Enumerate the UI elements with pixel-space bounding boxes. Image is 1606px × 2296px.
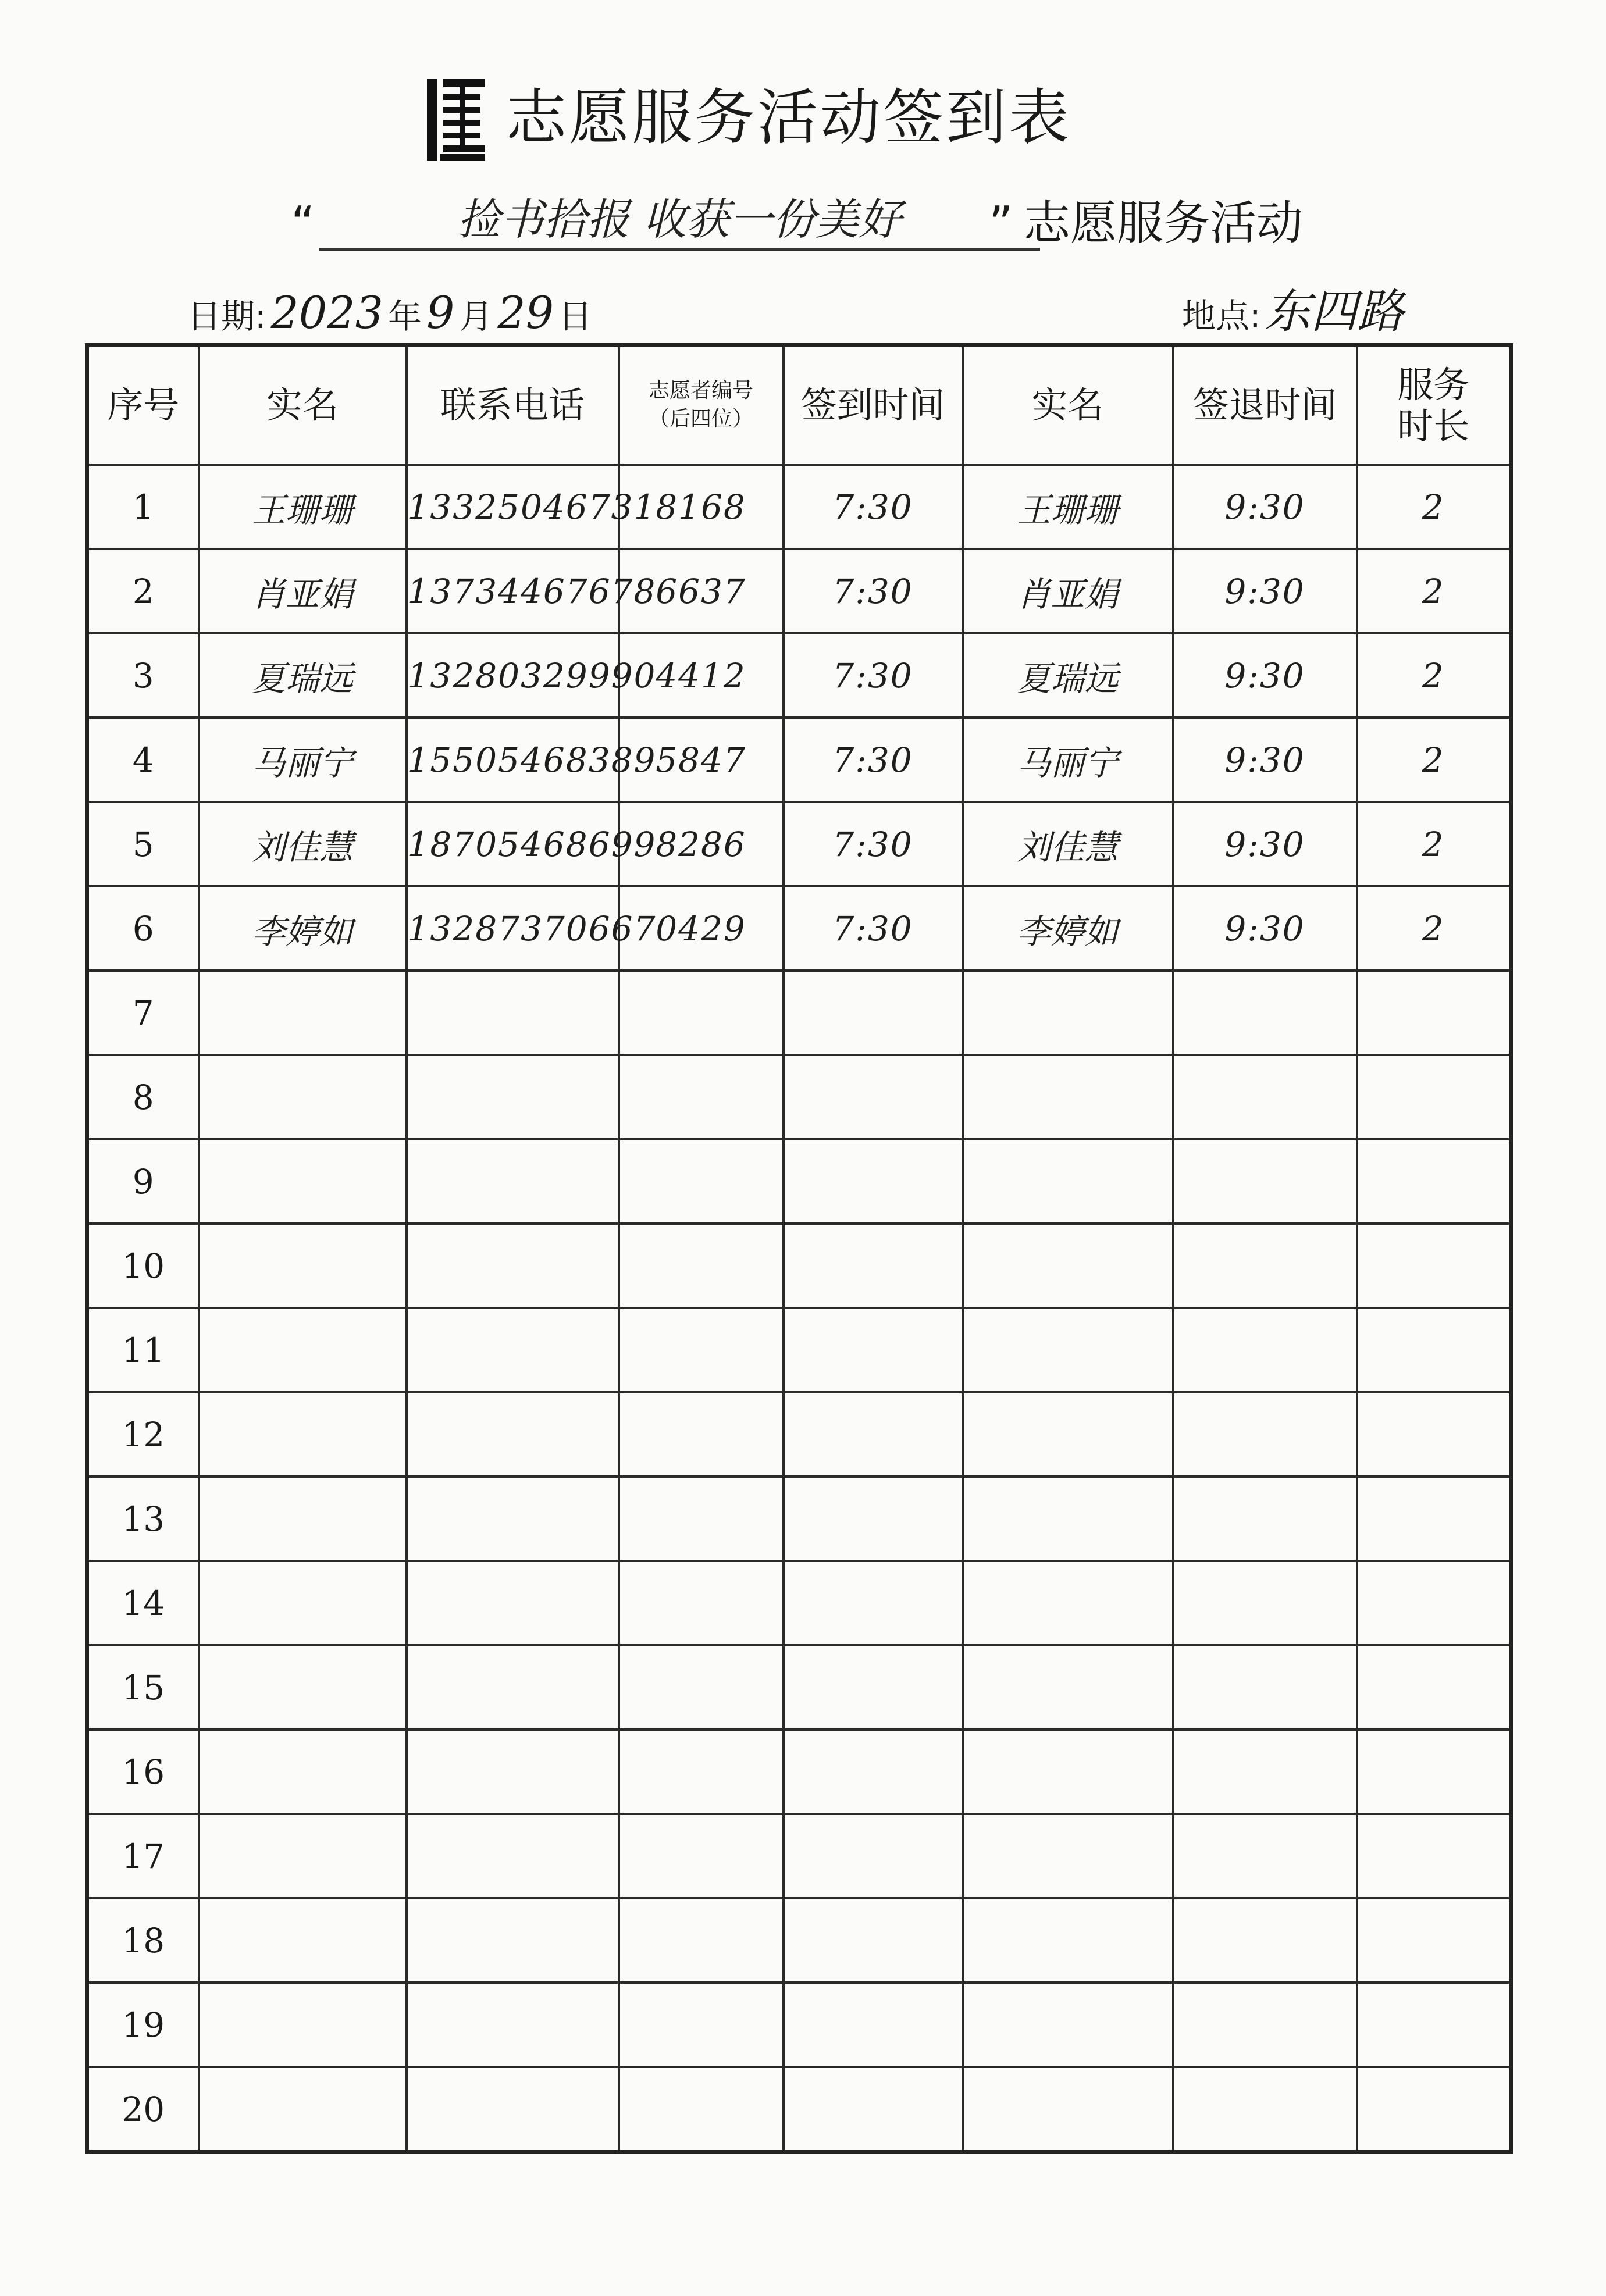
service-hours-cell — [1357, 1224, 1511, 1308]
table-row — [87, 1645, 1511, 1730]
table-row — [87, 971, 1511, 1055]
sign-out-time-cell — [1173, 1898, 1357, 1983]
sign-in-time-cell: 7:30 — [784, 465, 963, 549]
sign-in-time-cell: 7:30 — [784, 549, 963, 633]
phone-number-cell: 18705468699 — [407, 802, 619, 886]
table-header-row — [87, 345, 1511, 465]
signout-name-cell — [963, 1645, 1173, 1730]
row-index-cell: 2 — [87, 549, 199, 633]
volunteer-id-cell — [619, 1139, 784, 1224]
col-header-name-signout: 实名 — [963, 345, 1173, 465]
table-row — [87, 1898, 1511, 1983]
volunteer-id-cell — [619, 1814, 784, 1898]
subtitle-suffix: 志愿服务活动 — [1024, 196, 1303, 250]
phone-number-cell — [407, 1730, 619, 1814]
service-hours-cell — [1357, 1730, 1511, 1814]
signout-name-cell — [963, 2067, 1173, 2152]
day-label: 日 — [558, 297, 593, 336]
table-row — [87, 549, 1511, 633]
date-label: 日期: — [187, 297, 266, 336]
sign-in-time-cell — [784, 1224, 963, 1308]
table-row — [87, 718, 1511, 802]
volunteer-id-cell — [619, 1055, 784, 1139]
signout-name-cell — [963, 1730, 1173, 1814]
service-hours-cell — [1357, 2067, 1511, 2152]
volunteer-id-cell — [619, 1561, 784, 1645]
signout-name-cell: 马丽宁 — [963, 718, 1173, 802]
col-header-volunteer-id: 志愿者编号 （后四位） — [619, 345, 784, 465]
signout-name-cell — [963, 1561, 1173, 1645]
date-day: 29 — [497, 287, 554, 338]
phone-number-cell: 13280329990 — [407, 633, 619, 718]
volunteer-id-cell: 4412 — [619, 633, 784, 718]
sign-in-time-cell — [784, 1730, 963, 1814]
signin-name-cell — [199, 1898, 407, 1983]
sign-in-time-cell — [784, 1898, 963, 1983]
phone-number-cell: 13325046731 — [407, 465, 619, 549]
sign-out-time-cell — [1173, 1055, 1357, 1139]
phone-number-cell: 15505468389 — [407, 718, 619, 802]
table-row — [87, 802, 1511, 886]
phone-number-cell — [407, 1308, 619, 1392]
volunteer-id-cell — [619, 1898, 784, 1983]
sign-in-time-cell — [784, 2067, 963, 2152]
row-index-cell: 1 — [87, 465, 199, 549]
year-label: 年 — [387, 297, 422, 336]
sign-in-table — [85, 343, 1513, 2154]
sign-in-time-cell: 7:30 — [784, 886, 963, 971]
signout-name-cell: 刘佳慧 — [963, 802, 1173, 886]
signout-name-cell — [963, 1392, 1173, 1477]
service-hours-cell — [1357, 971, 1511, 1055]
signin-name-cell: 王珊珊 — [199, 465, 407, 549]
col-header-phone: 联系电话 — [407, 345, 619, 465]
signout-name-cell — [963, 1477, 1173, 1561]
col-header-sign-in-time: 签到时间 — [784, 345, 963, 465]
open-quote: “ — [291, 197, 315, 251]
volunteer-id-cell — [619, 1392, 784, 1477]
service-hours-cell — [1357, 1308, 1511, 1392]
sign-out-time-cell — [1173, 1561, 1357, 1645]
volunteer-id-cell: 8168 — [619, 465, 784, 549]
row-index-cell: 9 — [87, 1139, 199, 1224]
signin-name-cell — [199, 1561, 407, 1645]
library-logo-icon — [426, 77, 486, 163]
volunteer-id-cell: 8286 — [619, 802, 784, 886]
sign-out-time-cell — [1173, 971, 1357, 1055]
sign-in-time-cell — [784, 1055, 963, 1139]
service-hours-cell — [1357, 1814, 1511, 1898]
signin-name-cell — [199, 1392, 407, 1477]
col-header-sign-out-time: 签退时间 — [1173, 345, 1357, 465]
table-body — [87, 465, 1511, 2152]
volunteer-id-cell — [619, 1645, 784, 1730]
table-row — [87, 1224, 1511, 1308]
phone-number-cell — [407, 2067, 619, 2152]
phone-number-cell — [407, 1477, 619, 1561]
signout-name-cell — [963, 971, 1173, 1055]
table-row — [87, 465, 1511, 549]
row-index-cell: 17 — [87, 1814, 199, 1898]
phone-number-cell — [407, 1561, 619, 1645]
phone-number-cell — [407, 1139, 619, 1224]
signout-name-cell — [963, 1055, 1173, 1139]
col-header-name: 实名 — [199, 345, 407, 465]
table-row — [87, 1055, 1511, 1139]
location-line — [1182, 284, 1404, 338]
signout-name-cell — [963, 1898, 1173, 1983]
row-index-cell: 5 — [87, 802, 199, 886]
sign-in-time-cell — [784, 1477, 963, 1561]
service-hours-cell — [1357, 1983, 1511, 2067]
service-hours-cell: 2 — [1357, 718, 1511, 802]
sign-out-time-cell: 9:30 — [1173, 633, 1357, 718]
signout-name-cell: 夏瑞远 — [963, 633, 1173, 718]
volunteer-id-cell — [619, 2067, 784, 2152]
volunteer-id-cell: 5847 — [619, 718, 784, 802]
table-row — [87, 1392, 1511, 1477]
phone-number-cell — [407, 1392, 619, 1477]
signout-name-cell — [963, 1814, 1173, 1898]
location-label: 地点: — [1182, 296, 1261, 336]
service-hours-cell — [1357, 1561, 1511, 1645]
signin-name-cell: 夏瑞远 — [199, 633, 407, 718]
sign-out-time-cell: 9:30 — [1173, 802, 1357, 886]
row-index-cell: 16 — [87, 1730, 199, 1814]
signin-name-cell — [199, 2067, 407, 2152]
signout-name-cell: 王珊珊 — [963, 465, 1173, 549]
sign-in-time-cell — [784, 1645, 963, 1730]
table-row — [87, 1561, 1511, 1645]
col-header-service-hours: 服务 时长 — [1357, 345, 1511, 465]
row-index-cell: 3 — [87, 633, 199, 718]
service-hours-cell: 2 — [1357, 633, 1511, 718]
service-hours-cell: 2 — [1357, 465, 1511, 549]
volunteer-id-cell: 0429 — [619, 886, 784, 971]
service-hours-cell — [1357, 1392, 1511, 1477]
phone-number-cell — [407, 1055, 619, 1139]
month-label: 月 — [459, 297, 493, 336]
table-row — [87, 2067, 1511, 2152]
sign-out-time-cell — [1173, 1814, 1357, 1898]
row-index-cell: 15 — [87, 1645, 199, 1730]
signin-name-cell — [199, 1308, 407, 1392]
table-row — [87, 1308, 1511, 1392]
service-hours-cell — [1357, 1645, 1511, 1730]
sign-out-time-cell — [1173, 1477, 1357, 1561]
sign-out-time-cell — [1173, 1730, 1357, 1814]
signout-name-cell: 李婷如 — [963, 886, 1173, 971]
date-year: 2023 — [270, 287, 383, 338]
phone-number-cell — [407, 1983, 619, 2067]
service-hours-cell: 2 — [1357, 886, 1511, 971]
signout-name-cell: 肖亚娟 — [963, 549, 1173, 633]
row-index-cell: 11 — [87, 1308, 199, 1392]
row-index-cell: 6 — [87, 886, 199, 971]
service-hours-cell — [1357, 1477, 1511, 1561]
date-line — [187, 287, 593, 338]
sign-in-time-cell: 7:30 — [784, 718, 963, 802]
phone-number-cell — [407, 1224, 619, 1308]
phone-number-cell — [407, 1898, 619, 1983]
sign-in-time-cell — [784, 1983, 963, 2067]
phone-number-cell: 13287370667 — [407, 886, 619, 971]
service-hours-cell: 2 — [1357, 802, 1511, 886]
signin-name-cell — [199, 1224, 407, 1308]
date-month: 9 — [426, 287, 455, 338]
signin-name-cell: 李婷如 — [199, 886, 407, 971]
sign-out-time-cell — [1173, 1645, 1357, 1730]
row-index-cell: 8 — [87, 1055, 199, 1139]
signin-name-cell: 马丽宁 — [199, 718, 407, 802]
signout-name-cell — [963, 1308, 1173, 1392]
sign-out-time-cell — [1173, 1139, 1357, 1224]
volunteer-id-cell — [619, 1983, 784, 2067]
signin-name-cell — [199, 971, 407, 1055]
sign-out-time-cell — [1173, 2067, 1357, 2152]
phone-number-cell — [407, 1645, 619, 1730]
table-row — [87, 633, 1511, 718]
signin-name-cell — [199, 1730, 407, 1814]
signout-name-cell — [963, 1139, 1173, 1224]
service-hours-cell — [1357, 1898, 1511, 1983]
sign-out-time-cell: 9:30 — [1173, 718, 1357, 802]
signin-name-cell — [199, 1055, 407, 1139]
page-title: 志愿服务活动签到表 — [506, 82, 1072, 153]
phone-number-cell: 13734467678 — [407, 549, 619, 633]
row-index-cell: 18 — [87, 1898, 199, 1983]
table-row — [87, 1477, 1511, 1561]
volunteer-id-cell — [619, 971, 784, 1055]
sign-in-time-cell — [784, 1308, 963, 1392]
volunteer-id-cell: 6637 — [619, 549, 784, 633]
row-index-cell: 13 — [87, 1477, 199, 1561]
table-row — [87, 1730, 1511, 1814]
signin-name-cell — [199, 1814, 407, 1898]
service-hours-cell — [1357, 1139, 1511, 1224]
row-index-cell: 4 — [87, 718, 199, 802]
sign-in-time-cell — [784, 1392, 963, 1477]
service-hours-cell — [1357, 1055, 1511, 1139]
signout-name-cell — [963, 1983, 1173, 2067]
service-hours-cell: 2 — [1357, 549, 1511, 633]
col-header-index: 序号 — [87, 345, 199, 465]
table-row — [87, 1139, 1511, 1224]
close-quote: ” — [989, 197, 1013, 251]
volunteer-id-cell — [619, 1224, 784, 1308]
sign-out-time-cell: 9:30 — [1173, 465, 1357, 549]
table-row — [87, 1983, 1511, 2067]
table-row — [87, 886, 1511, 971]
signin-name-cell — [199, 1139, 407, 1224]
row-index-cell: 20 — [87, 2067, 199, 2152]
volunteer-id-cell — [619, 1730, 784, 1814]
row-index-cell: 14 — [87, 1561, 199, 1645]
table-row — [87, 1814, 1511, 1898]
signin-name-cell — [199, 1983, 407, 2067]
location-value: 东四路 — [1264, 284, 1404, 338]
row-index-cell: 12 — [87, 1392, 199, 1477]
sign-in-time-cell — [784, 1814, 963, 1898]
sign-out-time-cell — [1173, 1392, 1357, 1477]
phone-number-cell — [407, 971, 619, 1055]
event-subtitle — [291, 192, 1396, 256]
signin-name-cell: 刘佳慧 — [199, 802, 407, 886]
sign-in-time-cell — [784, 1139, 963, 1224]
signin-name-cell — [199, 1645, 407, 1730]
row-index-cell: 10 — [87, 1224, 199, 1308]
sign-out-time-cell: 9:30 — [1173, 549, 1357, 633]
sign-in-time-cell: 7:30 — [784, 633, 963, 718]
volunteer-id-cell — [619, 1308, 784, 1392]
sign-out-time-cell — [1173, 1983, 1357, 2067]
sign-in-time-cell — [784, 1561, 963, 1645]
signin-name-cell — [199, 1477, 407, 1561]
row-index-cell: 19 — [87, 1983, 199, 2067]
signin-name-cell: 肖亚娟 — [199, 549, 407, 633]
phone-number-cell — [407, 1814, 619, 1898]
sign-out-time-cell: 9:30 — [1173, 886, 1357, 971]
signout-name-cell — [963, 1224, 1173, 1308]
volunteer-id-cell — [619, 1477, 784, 1561]
sign-out-time-cell — [1173, 1308, 1357, 1392]
sign-out-time-cell — [1173, 1224, 1357, 1308]
sign-in-time-cell — [784, 971, 963, 1055]
sign-in-time-cell: 7:30 — [784, 802, 963, 886]
row-index-cell: 7 — [87, 971, 199, 1055]
event-name-handwritten: 捡书拾报 收获一份美好 — [319, 192, 1040, 251]
